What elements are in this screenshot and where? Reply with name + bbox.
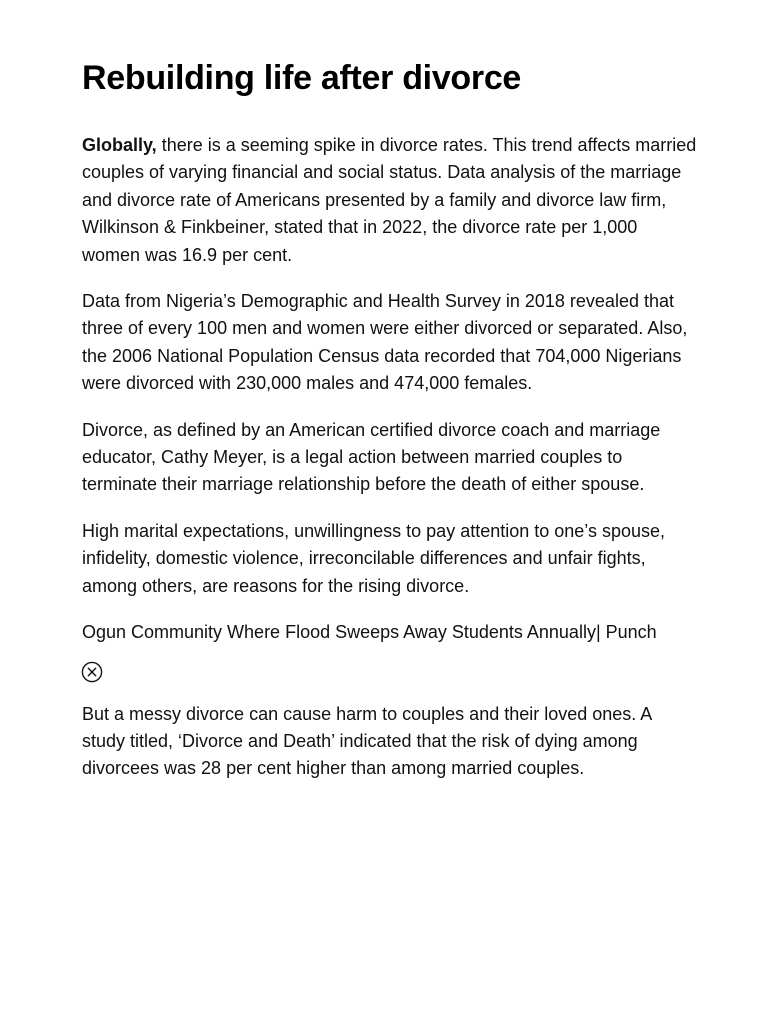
article-paragraph: Divorce, as defined by an American certified divorce coach and marriage educator, Cathy Meyer, is a legal action between married couples to terminate their marriage relationship before the death of either spouse.: [82, 419, 661, 495]
paragraph-lead: Globally,: [82, 135, 157, 155]
article-paragraph: High marital expectations, unwillingness to pay attention to one’s spouse, infidelity, domestic violence, irreconcilable differences and unfair fights, among others, are reasons for the rising divorce.: [82, 520, 666, 596]
close-ad-button[interactable]: [81, 661, 103, 683]
article-paragraph: But a messy divorce can cause harm to couples and their loved ones. A study titled, ‘Divorce and Death’ indicated that the risk of dying among divorcees was 28 per cent higher than among married couples.: [82, 703, 652, 779]
close-circle-icon: [81, 661, 103, 683]
related-article-link[interactable]: Ogun Community Where Flood Sweeps Away Students Annually| Punch: [82, 622, 657, 643]
article-paragraph: [82, 132, 698, 269]
article-paragraph: Data from Nigeria’s Demographic and Health Survey in 2018 revealed that three of every 100 men and women were either divorced or separated. Also, the 2006 National Population Census data recorded that 704,000 Nigerians were divorced with 230,000 males and 474,000 females.: [82, 291, 688, 394]
article-title: Rebuilding life after divorce: [82, 59, 522, 97]
paragraph-text: there is a seeming spike in divorce rates. This trend affects married couples of varying financial and social status. Data analysis of the marriage and divorce rate of Americans presented by a family and divorce law firm, Wilkinson & Finkbeiner, stated that in 2022, the divorce rate per 1,000 women was 16.9 per cent.: [82, 135, 697, 265]
